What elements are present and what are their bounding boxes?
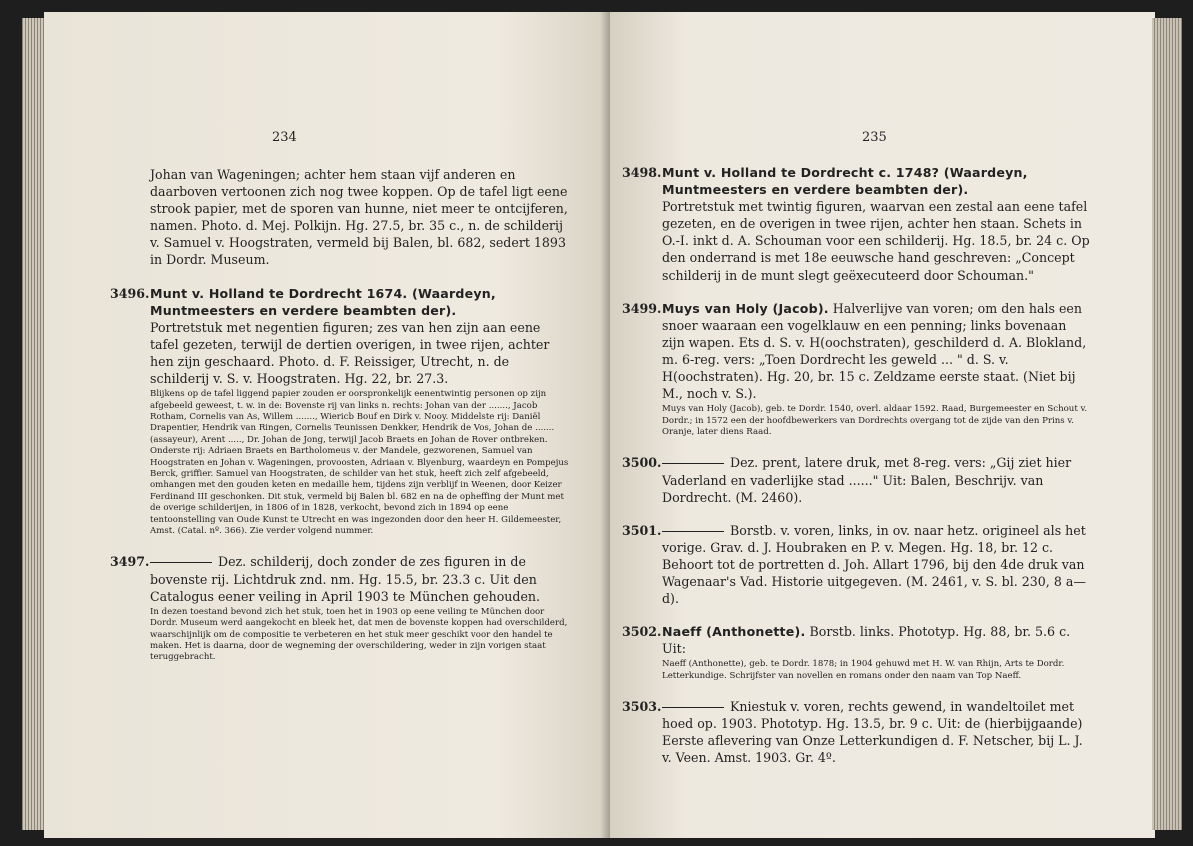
catalog-entry-3502 (622, 623, 1092, 682)
ditto-dash (662, 463, 724, 464)
entry-body: Johan van Wageningen; achter hem staan vijf anderen en daarboven vertoonen zich nog twee koppen. Op de tafel ligt eene strook papier, met de sporen van hunne, niet meer te ontcijferen, namen. Photo. d. Mej. Polkijn. Hg. 27.5, br. 35 c., n. de schilderij v. Samuel v. Hoogstraten, vermeld bij Balen, bl. 682, sedert 1893 in Dordr. Museum. (150, 167, 568, 268)
entry-body: Portretstuk met negentien figuren; zes van hen zijn aan eene tafel gezeten, terwijl de dertien overigen, in twee rijen, achter hen zijn geschaard. Photo. d. F. Reissiger, Utrecht, n. de schilderij v. S. v. Hoogstraten. Hg. 22, br. 27.3. (150, 319, 550, 387)
catalog-entry-3503 (622, 698, 1092, 766)
page-edges-left (22, 18, 46, 830)
entry-body: Borstb. v. voren, links, in ov. naar hetz. origineel als het vorige. Grav. d. J. Houbraken en P. v. Megen. Hg. 18, br. 12 c. Behoort tot de portretten d. Joh. Allart 1796, bij den 4de druk van Wagenaar's Vad. Historie uitgegeven. (M. 2461, v. S. bl. 230, 8 a—d). (662, 522, 1086, 607)
left-page (44, 12, 610, 838)
right-page-text (622, 164, 1092, 783)
catalog-entry-3498 (622, 164, 1092, 284)
ditto-dash (662, 531, 724, 532)
ditto-dash (662, 707, 724, 708)
catalog-entry-3500 (622, 454, 1092, 505)
ditto-dash (150, 562, 212, 563)
entry-name: Munt v. Holland te Dordrecht 1674. (Waardeyn, Muntmeesters en verdere beambten der). (150, 285, 496, 318)
entry-body: Kniestuk v. voren, rechts gewend, in wandeltoilet met hoed op. 1903. Phototyp. Hg. 13.5, br. 9 c. Uit: de (hierbijgaande) Eerste aflevering van Onze Letterkundigen d. F. Netscher, bij L. J. v. Veen. Amst. 1903. Gr. 4º. (662, 699, 1083, 766)
entry-body: Halverlijve van voren; om den hals een snoer waaraan een vogelklauw en een penning; links bovenaan zijn wapen. Ets d. S. v. H(oochstraten), geschilderd d. A. Blokland, m. 6-reg. vers: „Toen Dordrecht les geweld ... " d. S. v. H(oochstraten). Hg. 20, br. 15 c. Zeldzame eerste staat. (Niet bij M., noch v. S.). (662, 300, 1087, 402)
entry-body: Borstb. links. Phototyp. Hg. 88, br. 5.6 c. Uit: (662, 624, 1071, 657)
entry-number: 3498. (622, 165, 662, 180)
entry-name: Munt v. Holland te Dordrecht c. 1748? (Waardeyn, Muntmeesters en verdere beambten der). (662, 165, 1028, 198)
page-number: 234 (272, 130, 297, 145)
entry-body: Portretstuk met twintig figuren, waarvan een zestal aan eene tafel gezeten, en de overigen in twee rijen, achter hen staan. Schets in O.-I. inkt d. A. Schouman voor een schilderij. Hg. 18.5, br. 24 c. Op den onderrand is met 18e eeuwsche hand geschreven: „Concept schilderij in de munt slegt geëxecuteerd door Schouman." (662, 199, 1090, 283)
entry-note: Blijkens op de tafel liggend papier zouden er oorspronkelijk eenentwintig personen op zijn afgebeeld geweest, t. w. in de: Bovenste rij van links n. rechts: Johan van der ......., Jacob Rotham, Cornelis van As, Willem ......., Wiericb Bouf en Dirk v. Nooy. Middelste rij: Daniël Drapentier, Hendrik van Ringen, Cornelis Teunissen Denkker, Hendrik de Vos, Johan de ....... (assayeur), Arent ....., Dr. Johan de Jong, terwijl Jacob Braets en Johan de Rover ontbreken. Onderste rij: Adriaen Braets en Bartholomeus v. der Mandele, gezworenen, Samuel van Hoogstraten en Johan v. Wageningen, provoosten, Adriaan v. Blyenburg, waardeyn en Pompejus Berck, griffier. Samuel van Hoogstraten, de schilder van het stuk, heeft zich zelf afgebeeld, omhangen met den gouden keten en medaille hem, tijdens zijn verblijf in Weenen, door Keizer Ferdinand III geschonken. Dit stuk, vermeld bij Balen bl. 682 en na de opheffing der Munt met de overige schilderijen, in 1806 of in 1828, verkocht, bevond zich in 1894 op eene tentoonstelling van Oude Kunst te Utrecht en was ingezonden door den heer H. Gildemeester, Amst. (Catal. nº. 366). Zie verder volgend nummer. (150, 389, 569, 536)
entry-note: Naeff (Anthonette), geb. te Dordr. 1878; in 1904 gehuwd met H. W. van Rhijn, Arts te Dordr. Letterkundige. Schrijfster van novellen en romans onder den naam van Top Naeff. (662, 659, 1065, 681)
entry-number: 3497. (110, 554, 150, 570)
entry-name: Muys van Holy (Jacob). (662, 300, 829, 316)
catalog-entry-3501 (622, 522, 1092, 607)
entry-note: Muys van Holy (Jacob), geb. te Dordr. 1540, overl. aldaar 1592. Raad, Burgemeester en Schout v. Dordr.; in 1572 een der hoofdbewerkers van Dordrechts overgang tot de zijde van den Prins v. Oranje, later diens Raad. (662, 404, 1088, 438)
page-number: 235 (862, 130, 887, 145)
catalog-entry-3497 (110, 553, 570, 663)
entry-name: Naeff (Anthonette). (662, 624, 806, 640)
catalog-entry-3496 (110, 285, 570, 538)
entry-number: 3499. (622, 300, 662, 316)
right-page (610, 12, 1155, 838)
entry-number: 3502. (622, 624, 662, 640)
entry-number: 3496. (110, 285, 150, 301)
catalog-entry-3499 (622, 300, 1092, 439)
open-book (22, 12, 1182, 838)
entry-number: 3503. (622, 699, 662, 715)
entry-number: 3500. (622, 455, 662, 471)
entry-note: In dezen toestand bevond zich het stuk, toen het in 1903 op eene veiling te München door Dordr. Museum werd aangekocht en bleek het, dat men de bovenste koppen had overschilderd, waarschijnlijk om de compositie te verbeteren en het stuk meer geschikt voor den handel te maken. Het is daarna, door de wegneming der overschildering, weder in zijn vorigen staat teruggebracht. (150, 606, 568, 663)
left-page-text (110, 166, 570, 680)
entry-body: Dez. prent, latere druk, met 8-reg. vers: „Gij ziet hier Vaderland en vaderlijke stad ......" Uit: Balen, Beschrijv. van Dordrecht. (M. 2460). (662, 455, 1072, 505)
entry-body: Dez. schilderij, doch zonder de zes figuren in de bovenste rij. Lichtdruk znd. nm. Hg. 15.5, br. 23.3 c. Uit den Catalogus eener veiling in April 1903 te München gehouden. (150, 554, 541, 604)
continued-entry (150, 166, 570, 269)
entry-number: 3501. (622, 522, 662, 538)
page-edges-right (1152, 18, 1182, 830)
